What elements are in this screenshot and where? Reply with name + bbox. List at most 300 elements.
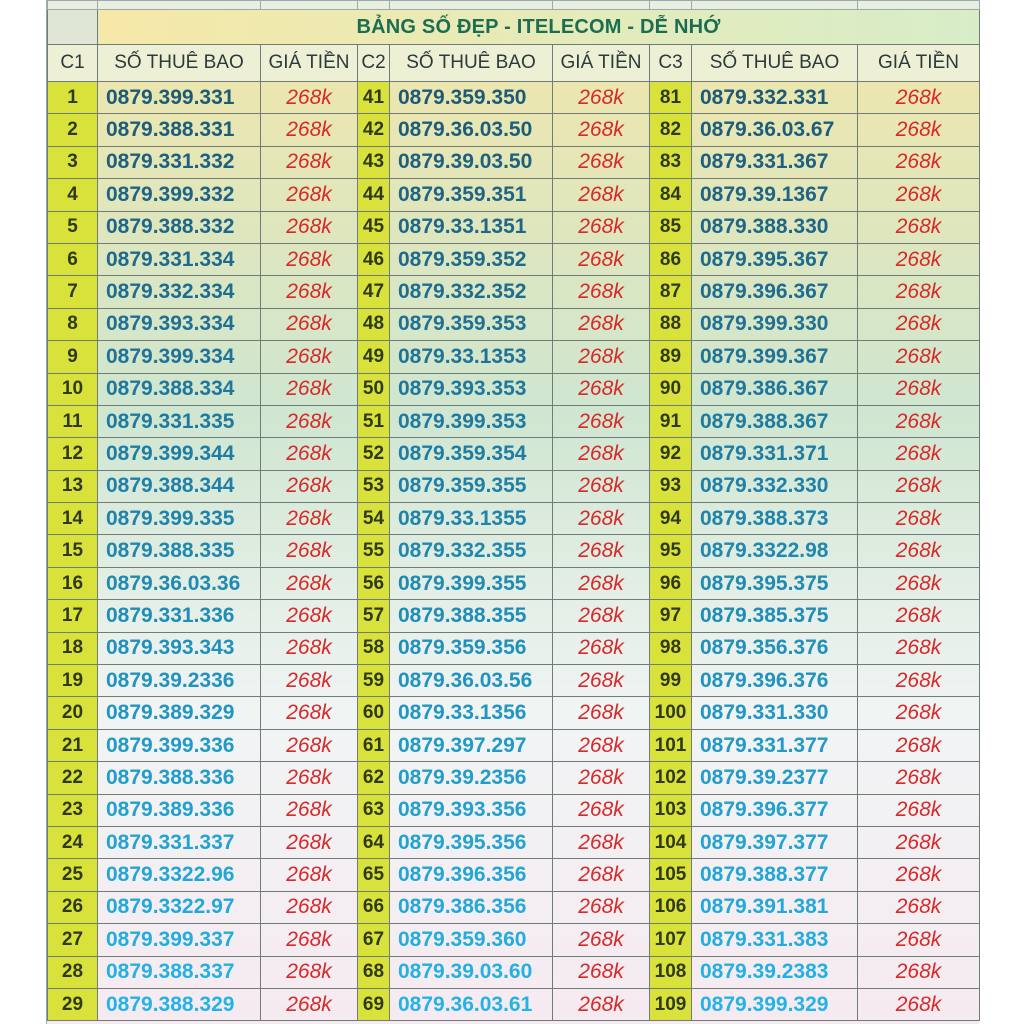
phone-number-cell[interactable]: 0879.331.383 bbox=[692, 924, 858, 956]
price-cell[interactable]: 268k bbox=[261, 729, 358, 761]
phone-number-cell[interactable]: 0879.397.297 bbox=[390, 729, 553, 761]
phone-number-cell[interactable]: 0879.385.375 bbox=[692, 600, 858, 632]
row-index-cell[interactable]: 6 bbox=[48, 243, 98, 275]
row-index-cell[interactable]: 15 bbox=[48, 535, 98, 567]
row-index-cell[interactable]: 65 bbox=[358, 859, 390, 891]
header-number-c3: SỐ THUÊ BAO bbox=[692, 45, 858, 82]
row-index-cell[interactable]: 88 bbox=[650, 308, 692, 340]
table-row bbox=[48, 243, 980, 275]
row-index-cell[interactable]: 45 bbox=[358, 211, 390, 243]
row-index-cell[interactable]: 3 bbox=[48, 146, 98, 178]
top-strip bbox=[48, 1, 980, 10]
price-cell[interactable]: 268k bbox=[261, 956, 358, 988]
row-index-cell[interactable]: 59 bbox=[358, 665, 390, 697]
price-cell[interactable]: 268k bbox=[858, 114, 980, 146]
price-cell[interactable]: 268k bbox=[553, 859, 650, 891]
phone-number-cell[interactable]: 0879.331.337 bbox=[98, 826, 261, 858]
phone-number-cell[interactable]: 0879.356.376 bbox=[692, 632, 858, 664]
price-cell[interactable]: 268k bbox=[261, 405, 358, 437]
price-cell[interactable]: 268k bbox=[261, 146, 358, 178]
row-index-cell[interactable]: 90 bbox=[650, 373, 692, 405]
row-index-cell[interactable]: 89 bbox=[650, 341, 692, 373]
row-index-cell[interactable]: 46 bbox=[358, 243, 390, 275]
phone-number-cell[interactable]: 0879.396.356 bbox=[390, 859, 553, 891]
row-index-cell[interactable]: 55 bbox=[358, 535, 390, 567]
row-index-cell[interactable]: 28 bbox=[48, 956, 98, 988]
price-cell[interactable]: 268k bbox=[261, 535, 358, 567]
row-index-cell[interactable]: 85 bbox=[650, 211, 692, 243]
row-index-cell[interactable]: 56 bbox=[358, 567, 390, 599]
phone-number-cell[interactable]: 0879.331.334 bbox=[98, 243, 261, 275]
price-cell[interactable]: 268k bbox=[553, 308, 650, 340]
phone-number-cell[interactable]: 0879.399.344 bbox=[98, 438, 261, 470]
phone-number-cell[interactable]: 0879.332.331 bbox=[692, 82, 858, 114]
price-cell[interactable]: 268k bbox=[553, 405, 650, 437]
price-cell[interactable]: 268k bbox=[261, 859, 358, 891]
phone-number-cell[interactable]: 0879.39.2336 bbox=[98, 665, 261, 697]
phone-number-cell[interactable]: 0879.388.329 bbox=[98, 988, 261, 1020]
phone-number-cell[interactable]: 0879.33.1351 bbox=[390, 211, 553, 243]
row-index-cell[interactable]: 63 bbox=[358, 794, 390, 826]
table-row bbox=[48, 794, 980, 826]
price-cell[interactable]: 268k bbox=[858, 988, 980, 1020]
row-index-cell[interactable]: 48 bbox=[358, 308, 390, 340]
phone-number-cell[interactable]: 0879.393.356 bbox=[390, 794, 553, 826]
row-index-cell[interactable]: 12 bbox=[48, 438, 98, 470]
price-cell[interactable]: 268k bbox=[261, 567, 358, 599]
price-cell[interactable]: 268k bbox=[858, 308, 980, 340]
price-cell[interactable]: 268k bbox=[553, 988, 650, 1020]
price-cell[interactable]: 268k bbox=[858, 729, 980, 761]
row-index-cell[interactable]: 8 bbox=[48, 308, 98, 340]
phone-number-cell[interactable]: 0879.3322.97 bbox=[98, 891, 261, 923]
phone-number-cell[interactable]: 0879.331.330 bbox=[692, 697, 858, 729]
phone-number-cell[interactable]: 0879.3322.96 bbox=[98, 859, 261, 891]
number-table bbox=[47, 0, 980, 1021]
phone-number-cell[interactable]: 0879.359.352 bbox=[390, 243, 553, 275]
row-index-cell[interactable]: 54 bbox=[358, 503, 390, 535]
phone-number-cell[interactable]: 0879.388.373 bbox=[692, 503, 858, 535]
phone-number-cell[interactable]: 0879.388.335 bbox=[98, 535, 261, 567]
price-cell[interactable]: 268k bbox=[858, 632, 980, 664]
price-cell[interactable]: 268k bbox=[261, 179, 358, 211]
row-index-cell[interactable]: 26 bbox=[48, 891, 98, 923]
price-cell[interactable]: 268k bbox=[261, 697, 358, 729]
row-index-cell[interactable]: 69 bbox=[358, 988, 390, 1020]
phone-number-cell[interactable]: 0879.388.367 bbox=[692, 405, 858, 437]
price-cell[interactable]: 268k bbox=[858, 697, 980, 729]
table-row bbox=[48, 470, 980, 502]
price-cell[interactable]: 268k bbox=[261, 82, 358, 114]
title-row bbox=[48, 10, 980, 45]
price-cell[interactable]: 268k bbox=[858, 405, 980, 437]
price-cell[interactable]: 268k bbox=[261, 891, 358, 923]
phone-number-cell[interactable]: 0879.359.355 bbox=[390, 470, 553, 502]
table-row bbox=[48, 82, 980, 114]
phone-number-cell[interactable]: 0879.399.367 bbox=[692, 341, 858, 373]
price-cell[interactable]: 268k bbox=[553, 535, 650, 567]
phone-number-cell[interactable]: 0879.388.377 bbox=[692, 859, 858, 891]
price-cell[interactable]: 268k bbox=[553, 891, 650, 923]
phone-number-cell[interactable]: 0879.3322.98 bbox=[692, 535, 858, 567]
price-cell[interactable]: 268k bbox=[858, 373, 980, 405]
header-number-c2: SỐ THUÊ BAO bbox=[390, 45, 553, 82]
row-index-cell[interactable]: 64 bbox=[358, 826, 390, 858]
phone-number-cell[interactable]: 0879.395.356 bbox=[390, 826, 553, 858]
phone-number-cell[interactable]: 0879.399.337 bbox=[98, 924, 261, 956]
row-index-cell[interactable]: 81 bbox=[650, 82, 692, 114]
phone-number-cell[interactable]: 0879.399.353 bbox=[390, 405, 553, 437]
price-cell[interactable]: 268k bbox=[261, 632, 358, 664]
phone-number-cell[interactable]: 0879.391.381 bbox=[692, 891, 858, 923]
price-cell[interactable]: 268k bbox=[553, 82, 650, 114]
phone-number-cell[interactable]: 0879.389.329 bbox=[98, 697, 261, 729]
table-title: BẢNG SỐ ĐẸP - ITELECOM - DỄ NHỚ bbox=[98, 10, 980, 45]
price-cell[interactable]: 268k bbox=[261, 341, 358, 373]
phone-number-cell[interactable]: 0879.39.03.50 bbox=[390, 146, 553, 178]
row-index-cell[interactable]: 1 bbox=[48, 82, 98, 114]
table-row bbox=[48, 956, 980, 988]
table-row bbox=[48, 179, 980, 211]
price-cell[interactable]: 268k bbox=[858, 794, 980, 826]
phone-number-cell[interactable]: 0879.399.335 bbox=[98, 503, 261, 535]
price-cell[interactable]: 268k bbox=[553, 697, 650, 729]
price-cell[interactable]: 268k bbox=[261, 438, 358, 470]
row-index-cell[interactable]: 96 bbox=[650, 567, 692, 599]
row-index-cell[interactable]: 51 bbox=[358, 405, 390, 437]
price-cell[interactable]: 268k bbox=[858, 341, 980, 373]
table-row bbox=[48, 276, 980, 308]
price-cell[interactable]: 268k bbox=[553, 341, 650, 373]
price-cell[interactable]: 268k bbox=[553, 794, 650, 826]
phone-number-cell[interactable]: 0879.359.360 bbox=[390, 924, 553, 956]
header-price-c3: GIÁ TIỀN bbox=[858, 45, 980, 82]
price-cell[interactable]: 268k bbox=[858, 665, 980, 697]
phone-number-cell[interactable]: 0879.359.353 bbox=[390, 308, 553, 340]
phone-number-cell[interactable]: 0879.388.331 bbox=[98, 114, 261, 146]
price-cell[interactable]: 268k bbox=[261, 503, 358, 535]
price-cell[interactable]: 268k bbox=[553, 243, 650, 275]
row-index-cell[interactable]: 16 bbox=[48, 567, 98, 599]
table-row bbox=[48, 211, 980, 243]
table-row bbox=[48, 146, 980, 178]
phone-number-cell[interactable]: 0879.332.330 bbox=[692, 470, 858, 502]
row-index-cell[interactable]: 22 bbox=[48, 762, 98, 794]
phone-number-cell[interactable]: 0879.331.367 bbox=[692, 146, 858, 178]
row-index-cell[interactable]: 49 bbox=[358, 341, 390, 373]
row-index-cell[interactable]: 47 bbox=[358, 276, 390, 308]
phone-number-cell[interactable]: 0879.396.376 bbox=[692, 665, 858, 697]
price-cell[interactable]: 268k bbox=[858, 826, 980, 858]
row-index-cell[interactable]: 83 bbox=[650, 146, 692, 178]
row-index-cell[interactable]: 66 bbox=[358, 891, 390, 923]
phone-number-cell[interactable]: 0879.399.355 bbox=[390, 567, 553, 599]
row-index-cell[interactable]: 91 bbox=[650, 405, 692, 437]
phone-number-cell[interactable]: 0879.388.334 bbox=[98, 373, 261, 405]
row-index-cell[interactable]: 44 bbox=[358, 179, 390, 211]
price-cell[interactable]: 268k bbox=[553, 179, 650, 211]
row-index-cell[interactable]: 18 bbox=[48, 632, 98, 664]
phone-number-cell[interactable]: 0879.36.03.50 bbox=[390, 114, 553, 146]
price-cell[interactable]: 268k bbox=[858, 211, 980, 243]
row-index-cell[interactable]: 61 bbox=[358, 729, 390, 761]
table-row bbox=[48, 308, 980, 340]
phone-number-cell[interactable]: 0879.331.332 bbox=[98, 146, 261, 178]
phone-number-cell[interactable]: 0879.396.377 bbox=[692, 794, 858, 826]
table-row bbox=[48, 988, 980, 1020]
phone-number-cell[interactable]: 0879.393.343 bbox=[98, 632, 261, 664]
phone-number-cell[interactable]: 0879.399.332 bbox=[98, 179, 261, 211]
phone-number-cell[interactable]: 0879.359.350 bbox=[390, 82, 553, 114]
header-price-c1: GIÁ TIỀN bbox=[261, 45, 358, 82]
phone-number-cell[interactable]: 0879.386.356 bbox=[390, 891, 553, 923]
row-index-cell[interactable]: 102 bbox=[650, 762, 692, 794]
phone-number-cell[interactable]: 0879.39.03.60 bbox=[390, 956, 553, 988]
price-cell[interactable]: 268k bbox=[261, 276, 358, 308]
phone-number-cell[interactable]: 0879.36.03.67 bbox=[692, 114, 858, 146]
price-cell[interactable]: 268k bbox=[261, 665, 358, 697]
table-row bbox=[48, 762, 980, 794]
price-cell[interactable]: 268k bbox=[858, 924, 980, 956]
price-cell[interactable]: 268k bbox=[261, 470, 358, 502]
price-cell[interactable]: 268k bbox=[553, 956, 650, 988]
phone-number-cell[interactable]: 0879.397.377 bbox=[692, 826, 858, 858]
phone-number-cell[interactable]: 0879.332.352 bbox=[390, 276, 553, 308]
price-cell[interactable]: 268k bbox=[858, 762, 980, 794]
row-index-cell[interactable]: 86 bbox=[650, 243, 692, 275]
row-index-cell[interactable]: 109 bbox=[650, 988, 692, 1020]
phone-number-cell[interactable]: 0879.386.367 bbox=[692, 373, 858, 405]
price-cell[interactable]: 268k bbox=[261, 794, 358, 826]
row-index-cell[interactable]: 99 bbox=[650, 665, 692, 697]
price-cell[interactable]: 268k bbox=[261, 114, 358, 146]
row-index-cell[interactable]: 68 bbox=[358, 956, 390, 988]
phone-number-cell[interactable]: 0879.399.334 bbox=[98, 341, 261, 373]
phone-number-cell[interactable]: 0879.39.2356 bbox=[390, 762, 553, 794]
phone-number-cell[interactable]: 0879.332.355 bbox=[390, 535, 553, 567]
row-index-cell[interactable]: 67 bbox=[358, 924, 390, 956]
price-cell[interactable]: 268k bbox=[553, 503, 650, 535]
table-row bbox=[48, 826, 980, 858]
row-index-cell[interactable]: 87 bbox=[650, 276, 692, 308]
table-row bbox=[48, 567, 980, 599]
table-row bbox=[48, 405, 980, 437]
row-index-cell[interactable]: 53 bbox=[358, 470, 390, 502]
price-cell[interactable]: 268k bbox=[261, 308, 358, 340]
price-cell[interactable]: 268k bbox=[553, 276, 650, 308]
row-index-cell[interactable]: 100 bbox=[650, 697, 692, 729]
row-index-cell[interactable]: 10 bbox=[48, 373, 98, 405]
row-index-cell[interactable]: 52 bbox=[358, 438, 390, 470]
price-cell[interactable]: 268k bbox=[261, 924, 358, 956]
row-index-cell[interactable]: 94 bbox=[650, 503, 692, 535]
row-index-cell[interactable]: 4 bbox=[48, 179, 98, 211]
row-index-cell[interactable]: 92 bbox=[650, 438, 692, 470]
row-index-cell[interactable]: 60 bbox=[358, 697, 390, 729]
row-index-cell[interactable]: 104 bbox=[650, 826, 692, 858]
row-index-cell[interactable]: 7 bbox=[48, 276, 98, 308]
phone-number-cell[interactable]: 0879.331.336 bbox=[98, 600, 261, 632]
price-cell[interactable]: 268k bbox=[858, 891, 980, 923]
row-index-cell[interactable]: 25 bbox=[48, 859, 98, 891]
phone-number-cell[interactable]: 0879.359.354 bbox=[390, 438, 553, 470]
phone-number-cell[interactable]: 0879.395.375 bbox=[692, 567, 858, 599]
price-cell[interactable]: 268k bbox=[261, 373, 358, 405]
header-row bbox=[48, 45, 980, 82]
phone-number-cell[interactable]: 0879.331.335 bbox=[98, 405, 261, 437]
price-cell[interactable]: 268k bbox=[553, 211, 650, 243]
phone-number-cell[interactable]: 0879.332.334 bbox=[98, 276, 261, 308]
price-cell[interactable]: 268k bbox=[858, 535, 980, 567]
phone-number-cell[interactable]: 0879.39.1367 bbox=[692, 179, 858, 211]
row-index-cell[interactable]: 106 bbox=[650, 891, 692, 923]
row-index-cell[interactable]: 43 bbox=[358, 146, 390, 178]
phone-number-cell[interactable]: 0879.389.336 bbox=[98, 794, 261, 826]
row-index-cell[interactable]: 5 bbox=[48, 211, 98, 243]
price-cell[interactable]: 268k bbox=[553, 632, 650, 664]
row-index-cell[interactable]: 11 bbox=[48, 405, 98, 437]
row-index-cell[interactable]: 9 bbox=[48, 341, 98, 373]
price-cell[interactable]: 268k bbox=[858, 859, 980, 891]
price-cell[interactable]: 268k bbox=[261, 762, 358, 794]
table-row bbox=[48, 891, 980, 923]
price-cell[interactable]: 268k bbox=[858, 503, 980, 535]
table-row bbox=[48, 503, 980, 535]
phone-number-cell[interactable]: 0879.33.1356 bbox=[390, 697, 553, 729]
row-index-cell[interactable]: 62 bbox=[358, 762, 390, 794]
price-cell[interactable]: 268k bbox=[261, 826, 358, 858]
table-row bbox=[48, 665, 980, 697]
table-row bbox=[48, 438, 980, 470]
row-index-cell[interactable]: 57 bbox=[358, 600, 390, 632]
phone-number-cell[interactable]: 0879.399.336 bbox=[98, 729, 261, 761]
phone-number-cell[interactable]: 0879.33.1355 bbox=[390, 503, 553, 535]
row-index-cell[interactable]: 27 bbox=[48, 924, 98, 956]
phone-number-cell[interactable]: 0879.331.377 bbox=[692, 729, 858, 761]
price-cell[interactable]: 268k bbox=[858, 956, 980, 988]
price-cell[interactable]: 268k bbox=[858, 179, 980, 211]
phone-number-cell[interactable]: 0879.399.331 bbox=[98, 82, 261, 114]
row-index-cell[interactable]: 2 bbox=[48, 114, 98, 146]
row-index-cell[interactable]: 19 bbox=[48, 665, 98, 697]
phone-number-cell[interactable]: 0879.388.332 bbox=[98, 211, 261, 243]
phone-number-cell[interactable]: 0879.359.356 bbox=[390, 632, 553, 664]
price-cell[interactable]: 268k bbox=[553, 729, 650, 761]
price-cell[interactable]: 268k bbox=[553, 826, 650, 858]
row-index-cell[interactable]: 24 bbox=[48, 826, 98, 858]
phone-number-cell[interactable]: 0879.36.03.61 bbox=[390, 988, 553, 1020]
row-index-cell[interactable]: 82 bbox=[650, 114, 692, 146]
price-cell[interactable]: 268k bbox=[858, 438, 980, 470]
table-row bbox=[48, 729, 980, 761]
row-index-cell[interactable]: 107 bbox=[650, 924, 692, 956]
row-index-cell[interactable]: 103 bbox=[650, 794, 692, 826]
header-col-c2: C2 bbox=[358, 45, 390, 82]
price-cell[interactable]: 268k bbox=[553, 600, 650, 632]
table-row bbox=[48, 535, 980, 567]
price-cell[interactable]: 268k bbox=[858, 470, 980, 502]
price-cell[interactable]: 268k bbox=[858, 243, 980, 275]
row-index-cell[interactable]: 29 bbox=[48, 988, 98, 1020]
price-cell[interactable]: 268k bbox=[553, 470, 650, 502]
row-index-cell[interactable]: 42 bbox=[358, 114, 390, 146]
price-cell[interactable]: 268k bbox=[858, 82, 980, 114]
row-index-cell[interactable]: 108 bbox=[650, 956, 692, 988]
price-cell[interactable]: 268k bbox=[553, 924, 650, 956]
price-cell[interactable]: 268k bbox=[553, 146, 650, 178]
price-cell[interactable]: 268k bbox=[553, 114, 650, 146]
price-cell[interactable]: 268k bbox=[553, 665, 650, 697]
phone-number-cell[interactable]: 0879.388.330 bbox=[692, 211, 858, 243]
table-row bbox=[48, 924, 980, 956]
price-cell[interactable]: 268k bbox=[553, 567, 650, 599]
phone-number-cell[interactable]: 0879.399.329 bbox=[692, 988, 858, 1020]
phone-number-cell[interactable]: 0879.36.03.36 bbox=[98, 567, 261, 599]
phone-number-cell[interactable]: 0879.396.367 bbox=[692, 276, 858, 308]
price-cell[interactable]: 268k bbox=[858, 146, 980, 178]
row-index-cell[interactable]: 101 bbox=[650, 729, 692, 761]
price-cell[interactable]: 268k bbox=[858, 600, 980, 632]
row-index-cell[interactable]: 14 bbox=[48, 503, 98, 535]
phone-number-cell[interactable]: 0879.36.03.56 bbox=[390, 665, 553, 697]
header-col-c1: C1 bbox=[48, 45, 98, 82]
phone-number-cell[interactable]: 0879.388.344 bbox=[98, 470, 261, 502]
price-cell[interactable]: 268k bbox=[858, 567, 980, 599]
price-cell[interactable]: 268k bbox=[261, 600, 358, 632]
row-index-cell[interactable]: 13 bbox=[48, 470, 98, 502]
phone-number-cell[interactable]: 0879.33.1353 bbox=[390, 341, 553, 373]
price-cell[interactable]: 268k bbox=[553, 762, 650, 794]
price-cell[interactable]: 268k bbox=[553, 438, 650, 470]
row-index-cell[interactable]: 105 bbox=[650, 859, 692, 891]
header-number-c1: SỐ THUÊ BAO bbox=[98, 45, 261, 82]
table-row bbox=[48, 114, 980, 146]
price-cell[interactable]: 268k bbox=[858, 276, 980, 308]
phone-number-cell[interactable]: 0879.388.336 bbox=[98, 762, 261, 794]
row-index-cell[interactable]: 98 bbox=[650, 632, 692, 664]
phone-number-cell[interactable]: 0879.399.330 bbox=[692, 308, 858, 340]
phone-number-cell[interactable]: 0879.393.353 bbox=[390, 373, 553, 405]
phone-number-cell[interactable]: 0879.39.2383 bbox=[692, 956, 858, 988]
phone-number-cell[interactable]: 0879.331.371 bbox=[692, 438, 858, 470]
table-row bbox=[48, 859, 980, 891]
row-index-cell[interactable]: 50 bbox=[358, 373, 390, 405]
phone-number-cell[interactable]: 0879.359.351 bbox=[390, 179, 553, 211]
row-index-cell[interactable]: 21 bbox=[48, 729, 98, 761]
phone-number-cell[interactable]: 0879.395.367 bbox=[692, 243, 858, 275]
row-index-cell[interactable]: 23 bbox=[48, 794, 98, 826]
row-index-cell[interactable]: 93 bbox=[650, 470, 692, 502]
table-row bbox=[48, 632, 980, 664]
row-index-cell[interactable]: 20 bbox=[48, 697, 98, 729]
phone-number-cell[interactable]: 0879.39.2377 bbox=[692, 762, 858, 794]
price-cell[interactable]: 268k bbox=[261, 211, 358, 243]
row-index-cell[interactable]: 58 bbox=[358, 632, 390, 664]
table-row bbox=[48, 341, 980, 373]
price-cell[interactable]: 268k bbox=[261, 243, 358, 275]
row-index-cell[interactable]: 17 bbox=[48, 600, 98, 632]
phone-number-cell[interactable]: 0879.388.337 bbox=[98, 956, 261, 988]
price-cell[interactable]: 268k bbox=[261, 988, 358, 1020]
row-index-cell[interactable]: 95 bbox=[650, 535, 692, 567]
row-index-cell[interactable]: 41 bbox=[358, 82, 390, 114]
row-index-cell[interactable]: 84 bbox=[650, 179, 692, 211]
row-index-cell[interactable]: 97 bbox=[650, 600, 692, 632]
price-cell[interactable]: 268k bbox=[553, 373, 650, 405]
phone-number-cell[interactable]: 0879.393.334 bbox=[98, 308, 261, 340]
phone-number-cell[interactable]: 0879.388.355 bbox=[390, 600, 553, 632]
table-row bbox=[48, 373, 980, 405]
